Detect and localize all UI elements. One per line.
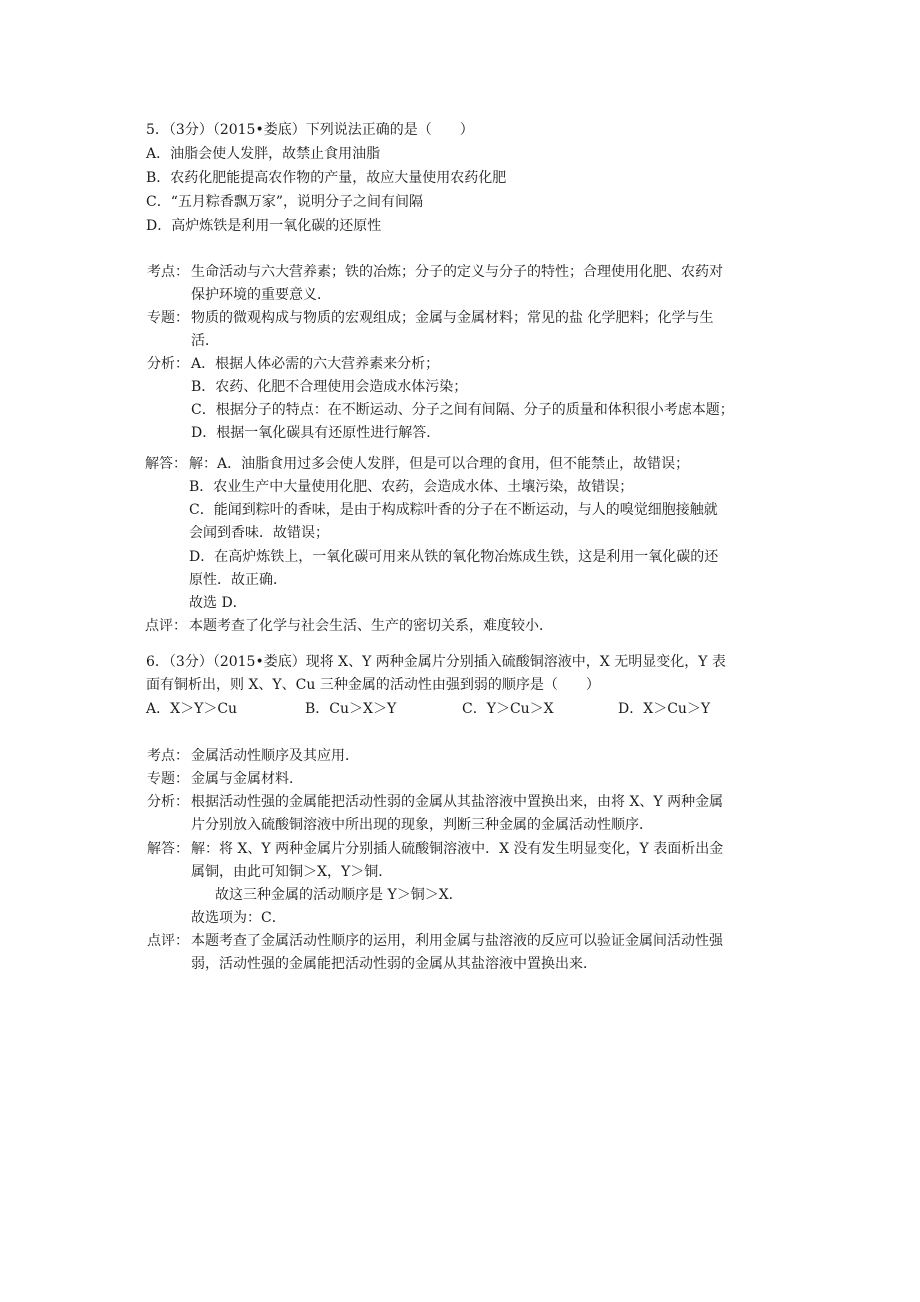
q6-jieda-line-3: 故这三种金属的活动顺序是 Y＞铜＞X． — [215, 887, 463, 903]
q5-dianping-line-1: 本题考查了化学与社会生活、生产的密切关系，难度较小． — [189, 618, 553, 634]
q5-jieda-line-2: B．农业生产中大量使用化肥、农药，会造成水体、土壤污染，故错误； — [189, 479, 634, 495]
q6-stem-line-1: 6．（3分）（2015•娄底）现将 X、Y 两种金属片分别插入硫酸铜溶液中，X 无明显变化，Y 表 — [146, 654, 726, 670]
q6-kaodian-line-1: 金属活动性顺序及其应用． — [191, 748, 359, 764]
q6-fenxi-label: 分析： — [147, 794, 189, 810]
q6-stem-line-2: 面有铜析出，则 X、Y、Cu 三种金属的活动性由强到弱的顺序是（ ） — [146, 677, 600, 693]
q6-option-a: A．X＞Y＞Cu — [146, 701, 238, 717]
q5-jieda-line-6: 原性．故正确． — [189, 572, 287, 588]
q5-fenxi-line-4: D．根据一氧化碳具有还原性进行解答． — [191, 425, 441, 441]
q6-jieda-line-2: 属铜，由此可知铜＞X，Y＞铜． — [191, 864, 393, 880]
q6-zhuanti-label: 专题： — [147, 771, 189, 787]
q6-option-c: C．Y＞Cu＞X — [462, 701, 554, 717]
q5-jieda-line-4: 会闻到香味．故错误； — [189, 525, 329, 541]
q6-jieda-line-4: 故选项为：C． — [191, 910, 286, 926]
q6-option-b: B．Cu＞X＞Y — [305, 701, 397, 717]
q6-jieda-label: 解答： — [147, 841, 189, 857]
q5-jieda-line-7: 故选 D． — [189, 595, 247, 611]
q5-option-d: D．高炉炼铁是利用一氧化碳的还原性 — [146, 218, 382, 234]
q5-fenxi-line-3: C．根据分子的特点：在不断运动、分子之间有间隔、分子的质量和体积很小考虑本题； — [191, 402, 734, 418]
q5-fenxi-line-1: A．根据人体必需的六大营养素来分析； — [191, 356, 440, 372]
q5-stem: 5．（3分）（2015•娄底）下列说法正确的是（ ） — [146, 122, 474, 138]
q5-kaodian-line-1: 生命活动与六大营养素；铁的冶炼；分子的定义与分子的特性；合理使用化肥、农药对 — [191, 264, 723, 280]
q5-option-a: A．油脂会使人发胖，故禁止食用油脂 — [146, 146, 381, 162]
q6-option-d: D．X＞Cu＞Y — [618, 701, 711, 717]
q5-fenxi-line-2: B．农药、化肥不合理使用会造成水体污染； — [191, 379, 468, 395]
q5-kaodian-label: 考点： — [147, 264, 189, 280]
q6-jieda-line-1: 解：将 X、Y 两种金属片分别插人硫酸铜溶液中．X 没有发生明显变化，Y 表面析出金 — [191, 841, 724, 857]
q5-dianping-label: 点评： — [145, 618, 187, 634]
q5-option-b: B．农药化肥能提高农作物的产量，故应大量使用农药化肥 — [146, 170, 507, 186]
q5-option-c: C．“五月粽香飘万家”，说明分子之间有间隔 — [146, 194, 424, 210]
q5-kaodian-line-2: 保护环境的重要意义． — [191, 287, 331, 303]
q5-zhuanti-label: 专题： — [147, 310, 189, 326]
q5-zhuanti-line-1: 物质的微观构成与物质的宏观组成；金属与金属材料；常见的盐 化学肥料；化学与生 — [191, 310, 714, 326]
q6-zhuanti-line-1: 金属与金属材料． — [191, 771, 303, 787]
q5-jieda-line-1: 解：A．油脂食用过多会使人发胖，但是可以合理的食用，但不能禁止，故错误； — [189, 456, 690, 472]
q5-jieda-line-3: C．能闻到粽叶的香味，是由于构成粽叶香的分子在不断运动，与人的嗅觉细胞接触就 — [189, 502, 718, 518]
q5-zhuanti-line-2: 活． — [191, 333, 219, 349]
q5-jieda-label: 解答： — [145, 456, 187, 472]
q6-dianping-label: 点评： — [147, 933, 189, 949]
q6-fenxi-line-1: 根据活动性强的金属能把活动性弱的金属从其盐溶液中置换出来，由将 X、Y 两种金属 — [191, 794, 724, 810]
q5-jieda-line-5: D．在高炉炼铁上，一氧化碳可用来从铁的氧化物冶炼成生铁，这是利用一氧化碳的还 — [189, 549, 719, 565]
q6-dianping-line-1: 本题考查了金属活动性顺序的运用，利用金属与盐溶液的反应可以验证金属间活动性强 — [191, 933, 723, 949]
q6-dianping-line-2: 弱，活动性强的金属能把活动性弱的金属从其盐溶液中置换出来． — [191, 956, 597, 972]
q6-fenxi-line-2: 片分别放入硫酸铜溶液中所出现的现象，判断三种金属的金属活动性顺序． — [191, 817, 653, 833]
q6-kaodian-label: 考点： — [147, 748, 189, 764]
q5-fenxi-label: 分析： — [147, 356, 189, 372]
